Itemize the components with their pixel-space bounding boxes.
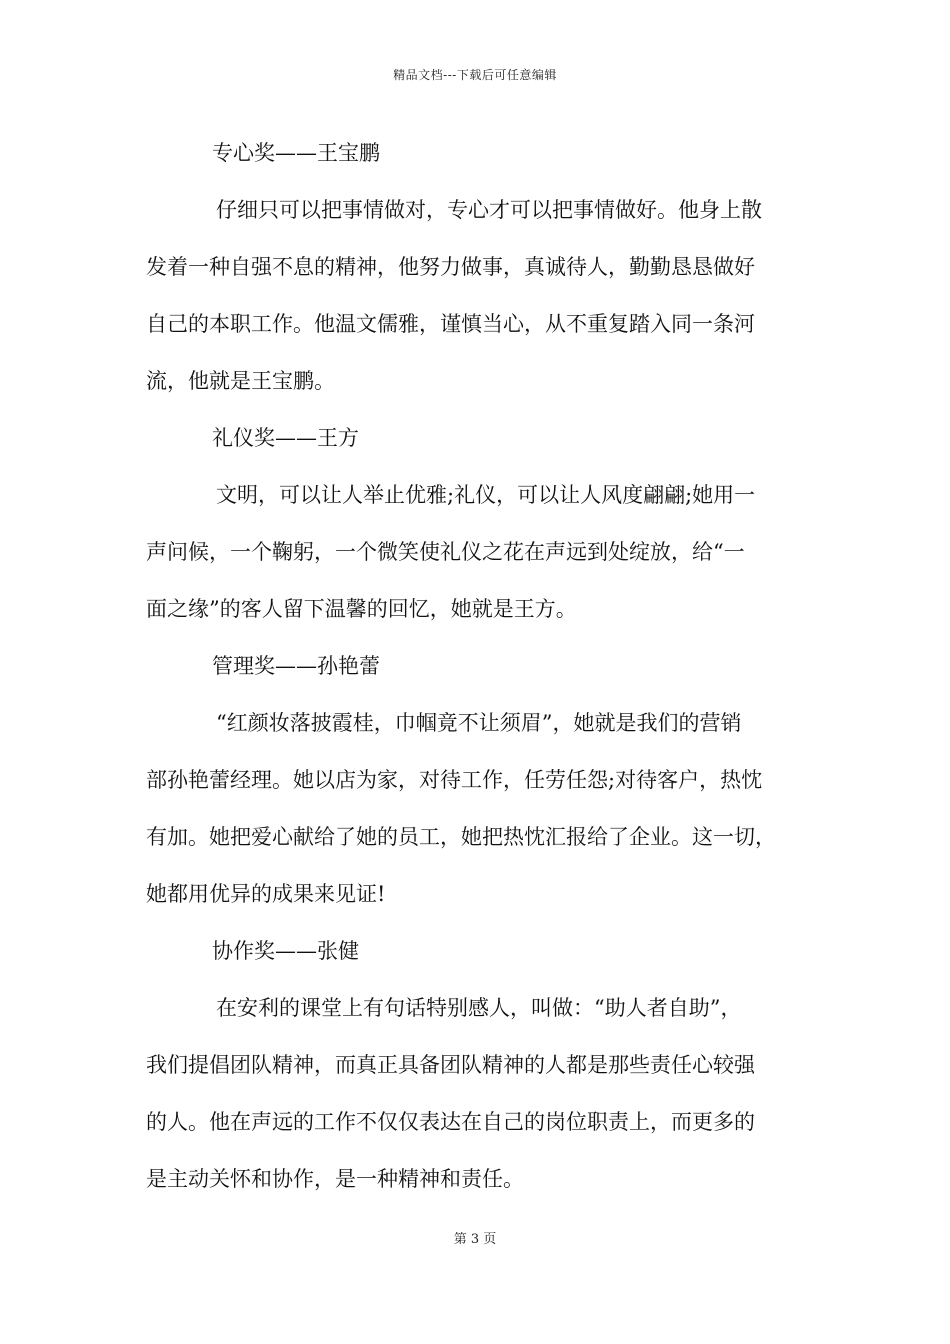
paragraph-line: 发着一种自强不息的精神，他努力做事，真诚待人，勤勤恳恳做好 [146,255,755,279]
paragraph-line: 她都用优异的成果来见证! [146,882,386,906]
paragraph-line: 部孙艳蕾经理。她以店为家，对待工作，任劳任怨;对待客户，热忱 [146,768,763,792]
paragraph-line: 在安利的课堂上有句话特别感人，叫做：“助人者自助”， [216,996,742,1020]
award-title: 专心奖——王宝鹏 [212,141,380,165]
award-description [146,980,826,1208]
award-description [146,467,826,638]
award-section-collaboration [146,923,826,1208]
document-body [146,125,826,1208]
award-title: 协作奖——张健 [212,939,359,963]
page-header: 精品文档---下载后可任意编辑 [393,68,557,82]
page-number: 第 3 页 [453,1232,497,1247]
paragraph-line: 自己的本职工作。他温文儒雅，谨慎当心，从不重复踏入同一条河 [146,312,755,336]
award-title: 管理奖——孙艳蕾 [212,654,380,678]
paragraph-line: 是主动关怀和协作，是一种精神和责任。 [146,1167,524,1191]
paragraph-line: 声问候，一个鞠躬，一个微笑使礼仪之花在声远到处绽放，给“一 [146,540,745,564]
paragraph-line: 面之缘”的客人留下温馨的回忆，她就是王方。 [146,597,577,621]
award-description [146,695,826,923]
paragraph-line: “红颜妆落披霞桂，巾帼竟不让须眉”，她就是我们的营销 [216,711,742,735]
paragraph-line: 文明，可以让人举止优雅;礼仪，可以让人风度翩翩;她用一 [216,483,756,507]
award-section-etiquette [146,410,826,638]
award-section-management [146,638,826,923]
paragraph-line: 流，他就是王宝鹏。 [146,369,335,393]
paragraph-line: 仔细只可以把事情做对，专心才可以把事情做好。他身上散 [216,198,762,222]
paragraph-line: 有加。她把爱心献给了她的员工，她把热忱汇报给了企业。这一切， [146,825,776,849]
award-description [146,182,826,410]
award-section-focus [146,125,826,410]
paragraph-line: 我们提倡团队精神，而真正具备团队精神的人都是那些责任心较强 [146,1053,755,1077]
award-title: 礼仪奖——王方 [212,426,359,450]
paragraph-line: 的人。他在声远的工作不仅仅表达在自己的岗位职责上，而更多的 [146,1110,755,1134]
